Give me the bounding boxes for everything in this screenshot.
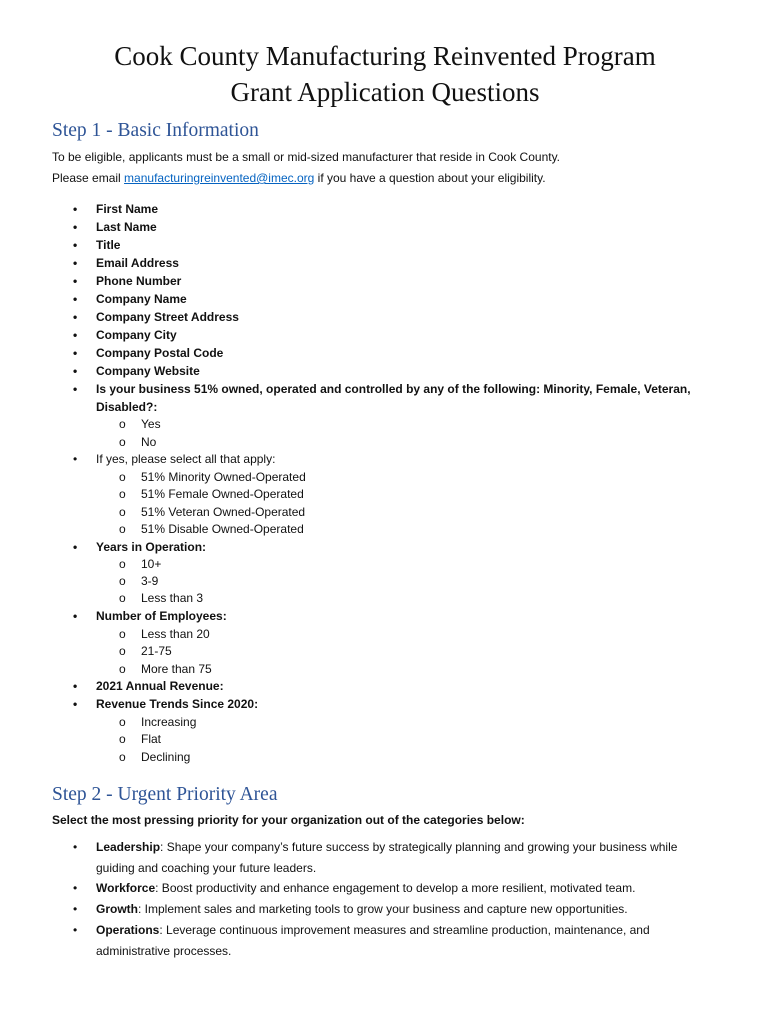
field-company-name: • Company Name (96, 291, 187, 309)
title-line-2: Grant Application Questions (230, 77, 540, 107)
step2-heading: Step 2 - Urgent Priority Area (52, 784, 278, 805)
priority-operations: • Operations: Leverage continuous improvement measures and streamline production, maintenance, and administrative processes. (96, 920, 716, 961)
field-title: • Title (96, 237, 120, 255)
if-yes-option: o 51% Female Owned-Operated (141, 486, 304, 504)
priority-leadership: • Leadership: Shape your company’s future success by strategically planning and growing your business while guiding and coaching your future leaders. (96, 837, 716, 878)
ownership-option: o Yes (141, 416, 161, 434)
document-title (0, 38, 770, 110)
priority-instruction: Select the most pressing priority for your organization out of the categories below: (52, 813, 525, 827)
field-phone: • Phone Number (96, 273, 181, 291)
email-link[interactable]: manufacturingreinvented@imec.org (124, 171, 315, 185)
ownership-question: • Is your business 51% owned, operated and controlled by any of the following: Minority, Female, Veteran, Disabled?: (96, 381, 691, 416)
eligibility-text: To be eligible, applicants must be a small or mid-sized manufacturer that reside in Cook County. (52, 150, 561, 164)
years-option: o 10+ (141, 556, 161, 574)
employees-option: o 21-75 (141, 643, 172, 661)
trends-option: o Increasing (141, 714, 196, 732)
employees-option: o Less than 20 (141, 626, 210, 644)
field-website: • Company Website (96, 363, 200, 381)
field-last-name: • Last Name (96, 219, 157, 237)
revenue-question: • 2021 Annual Revenue: (96, 678, 224, 696)
field-street-address: • Company Street Address (96, 309, 239, 327)
priority-growth: • Growth: Implement sales and marketing tools to grow your business and capture new opportunities. (96, 899, 716, 920)
field-email: • Email Address (96, 255, 179, 273)
employees-question: • Number of Employees: (96, 608, 227, 626)
ownership-option: o No (141, 434, 156, 452)
if-yes-question: • If yes, please select all that apply: (96, 451, 275, 469)
years-question: • Years in Operation: (96, 539, 206, 557)
years-option: o Less than 3 (141, 590, 203, 608)
trends-option: o Declining (141, 749, 190, 767)
priority-workforce: • Workforce: Boost productivity and enhance engagement to develop a more resilient, motivated team. (96, 878, 716, 899)
contact-text: Please email manufacturingreinvented@imec.org if you have a question about your eligibility. (52, 171, 546, 185)
trends-option: o Flat (141, 731, 161, 749)
years-option: o 3-9 (141, 573, 158, 591)
if-yes-option: o 51% Disable Owned-Operated (141, 521, 304, 539)
step1-heading: Step 1 - Basic Information (52, 120, 259, 141)
if-yes-option: o 51% Minority Owned-Operated (141, 469, 306, 487)
title-line-1: Cook County Manufacturing Reinvented Program (114, 41, 656, 71)
employees-option: o More than 75 (141, 661, 212, 679)
trends-question: • Revenue Trends Since 2020: (96, 696, 258, 714)
if-yes-option: o 51% Veteran Owned-Operated (141, 504, 305, 522)
field-city: • Company City (96, 327, 177, 345)
field-first-name: • First Name (96, 201, 158, 219)
field-postal-code: • Company Postal Code (96, 345, 223, 363)
